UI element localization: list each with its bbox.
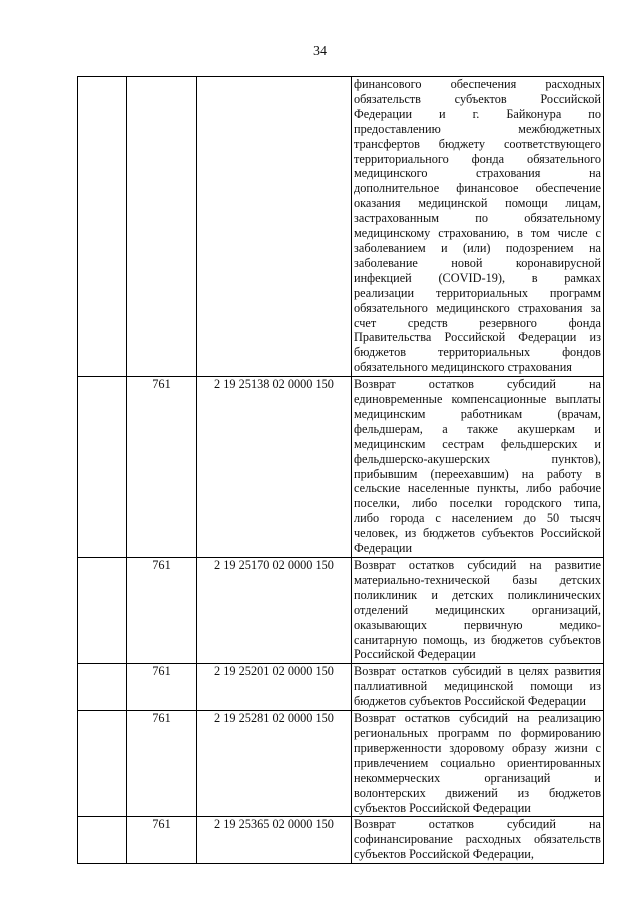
table-row xyxy=(78,664,604,711)
description-line: Возврат остатков субсидий на развитие xyxy=(354,558,601,572)
description-cell xyxy=(352,558,604,664)
admin-code-cell: 761 xyxy=(127,817,197,864)
admin-code-cell xyxy=(127,77,197,377)
empty-cell xyxy=(78,377,127,558)
description-line: поселки, либо поселки городского типа, xyxy=(354,496,601,511)
description-line: обязательного медицинского страхования xyxy=(354,360,572,375)
kbk-code-cell: 2 19 25170 02 0000 150 xyxy=(197,558,352,664)
empty-cell xyxy=(78,664,127,711)
kbk-code-cell xyxy=(197,77,352,377)
description-line: отделений медицинских организаций, xyxy=(354,602,601,617)
table-row xyxy=(78,711,604,817)
admin-code-cell: 761 xyxy=(127,377,197,558)
description-line: волонтерских движений из бюджетов xyxy=(354,785,601,800)
description-line: медицинского страхования на xyxy=(354,166,601,181)
description-line: Федерации xyxy=(354,541,413,556)
description-line: привлечением социально ориентированных xyxy=(354,755,601,770)
description-line: софинансирование расходных обязательств xyxy=(354,832,601,847)
description-line: обязательств субъектов Российской xyxy=(354,91,601,106)
description-line: застрахованным по обязательному xyxy=(354,211,601,226)
description-line: Возврат остатков субсидий в целях развития xyxy=(354,664,601,679)
description-line: территориального фонда обязательного xyxy=(354,151,601,166)
description-line: счет средств резервного фонда xyxy=(354,315,601,330)
page-number: 34 xyxy=(313,44,327,59)
kbk-code-cell: 2 19 25138 02 0000 150 xyxy=(197,377,352,558)
table-row xyxy=(78,817,604,864)
description-line: обязательного медицинского страхования за xyxy=(354,300,601,315)
description-cell xyxy=(352,664,604,711)
description-line: Правительства Российской Федерации из xyxy=(354,330,601,345)
description-line: Федерации и г. Байконура по xyxy=(354,106,601,121)
admin-code-cell: 761 xyxy=(127,558,197,664)
description-line: либо города с населением до 50 тысяч xyxy=(354,511,601,526)
description-line: фельдшерско-акушерских пунктов), xyxy=(354,451,601,466)
description-line: инфекцией (COVID-19), в рамках xyxy=(354,270,601,285)
description-line: человек, из бюджетов субъектов Российской xyxy=(354,526,601,541)
description-line: некоммерческих организаций и xyxy=(354,770,601,785)
description-line: бюджетов территориальных фондов xyxy=(354,345,601,360)
description-line: поликлиник и детских поликлинических xyxy=(354,587,601,602)
description-line: санитарную помощь, из бюджетов субъектов xyxy=(354,632,601,647)
admin-code-cell: 761 xyxy=(127,664,197,711)
description-cell xyxy=(352,817,604,864)
description-line: бюджетов субъектов Российской Федерации xyxy=(354,694,586,709)
description-line: единовременные компенсационные выплаты xyxy=(354,392,601,407)
description-line: Возврат остатков субсидий на xyxy=(354,377,601,392)
description-line: дополнительное финансовое обеспечение xyxy=(354,181,601,196)
admin-code-cell: 761 xyxy=(127,711,197,817)
description-line: оказания медицинской помощи лицам, xyxy=(354,196,601,211)
description-line: Возврат остатков субсидий на реализацию xyxy=(354,711,601,726)
description-cell xyxy=(352,711,604,817)
description-line: оказывающих первичную медико- xyxy=(354,617,601,632)
description-line: сельские населенные пункты, либо рабочие xyxy=(354,481,601,496)
description-line: паллиативной медицинской помощи из xyxy=(354,679,601,694)
table-body xyxy=(78,77,604,864)
description-line: медицинскому страхованию, в том числе с xyxy=(354,226,601,241)
description-line: приверженности здоровому образу жизни с xyxy=(354,740,601,755)
description-line: Возврат остатков субсидий на xyxy=(354,817,601,832)
description-line: материально-технической базы детских xyxy=(354,572,601,587)
description-line: региональных программ по формированию xyxy=(354,725,601,740)
description-line: заболеванием и (или) подозрением на xyxy=(354,240,601,255)
description-cell xyxy=(352,377,604,558)
description-line: субъектов Российской Федерации, xyxy=(354,847,534,862)
table-row xyxy=(78,377,604,558)
kbk-code-cell: 2 19 25365 02 0000 150 xyxy=(197,817,352,864)
description-line: прибывшим (переехавшим) на работу в xyxy=(354,466,601,481)
budget-classification-table xyxy=(77,76,604,864)
empty-cell xyxy=(78,817,127,864)
table-row xyxy=(78,77,604,377)
kbk-code-cell: 2 19 25281 02 0000 150 xyxy=(197,711,352,817)
description-line: предоставлению межбюджетных xyxy=(354,121,601,136)
empty-cell xyxy=(78,711,127,817)
description-line: трансфертов бюджету соответствующего xyxy=(354,136,601,151)
description-line: заболевание новой коронавирусной xyxy=(354,255,601,270)
kbk-code-cell: 2 19 25201 02 0000 150 xyxy=(197,664,352,711)
empty-cell xyxy=(78,558,127,664)
description-cell xyxy=(352,77,604,377)
description-line: субъектов Российской Федерации xyxy=(354,800,531,815)
description-line: фельдшерам, а также акушеркам и xyxy=(354,421,601,436)
description-line: медицинским сестрам фельдшерских и xyxy=(354,436,601,451)
table-row xyxy=(78,558,604,664)
description-line: финансового обеспечения расходных xyxy=(354,77,601,91)
description-line: медицинским работникам (врачам, xyxy=(354,406,601,421)
empty-cell xyxy=(78,77,127,377)
description-line: Российской Федерации xyxy=(354,647,476,662)
description-line: реализации территориальных программ xyxy=(354,285,601,300)
